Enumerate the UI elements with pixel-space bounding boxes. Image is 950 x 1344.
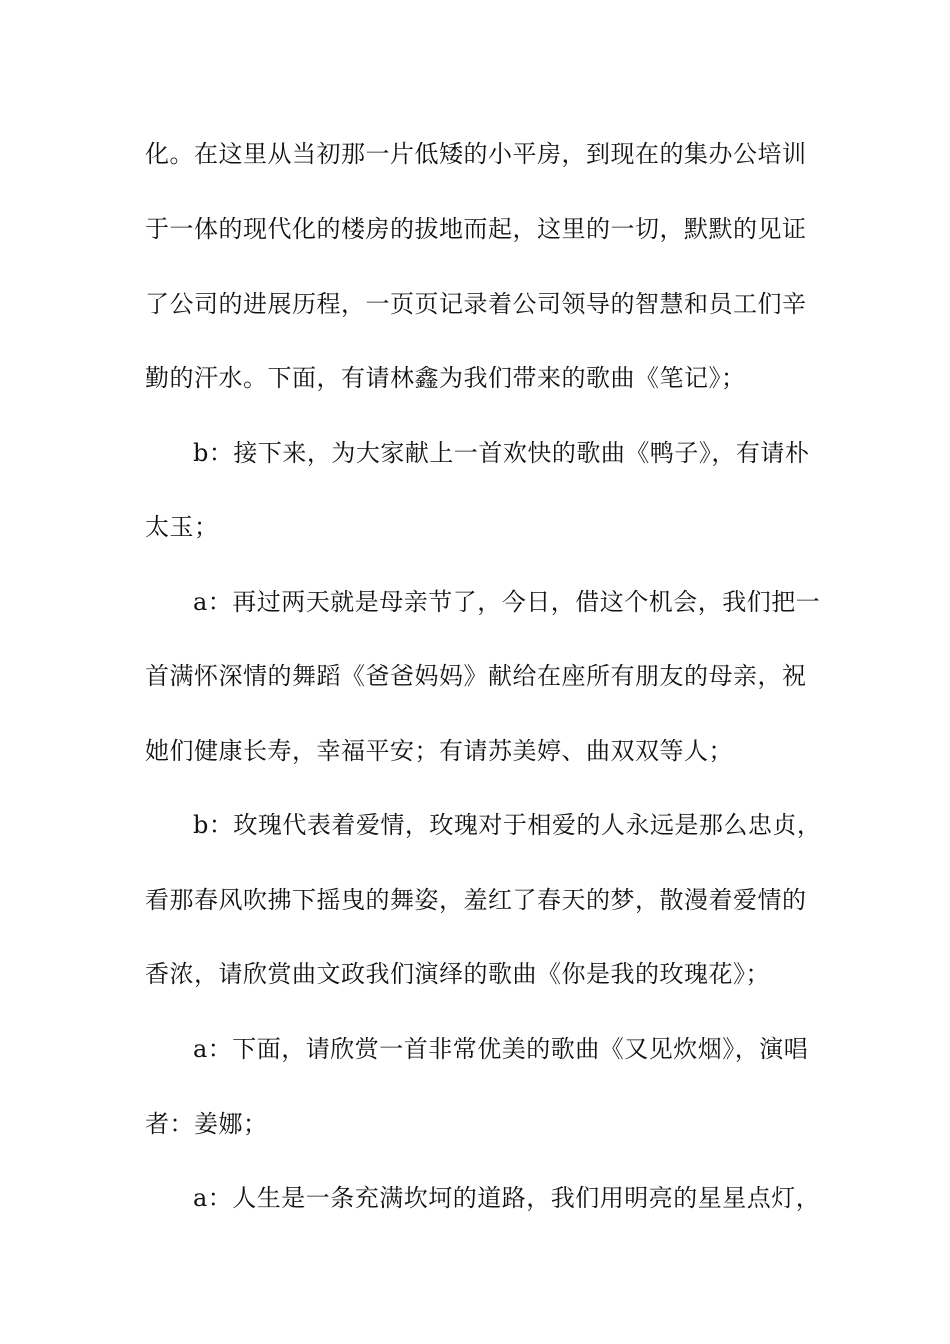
text-line: 首满怀深情的舞蹈《爸爸妈妈》献给在座所有朋友的母亲，祝 — [145, 662, 807, 690]
text-line: 她们健康长寿，幸福平安；有请苏美婷、曲双双等人； — [145, 737, 733, 765]
text-line: 了公司的进展历程，一页页记录着公司领导的智慧和员工们辛 — [145, 290, 807, 318]
text-line: b：接下来，为大家献上一首欢快的歌曲《鸭子》，有请朴 — [193, 439, 810, 467]
text-line: a：下面，请欣赏一首非常优美的歌曲《又见炊烟》，演唱 — [193, 1035, 809, 1063]
text-line: a：人生是一条充满坎坷的道路，我们用明亮的星星点灯， — [193, 1184, 821, 1212]
text-line: 者：姜娜； — [145, 1110, 268, 1138]
text-line: 于一体的现代化的楼房的拔地而起，这里的一切，默默的见证 — [145, 215, 807, 243]
text-line: 香浓，请欣赏曲文政我们演绎的歌曲《你是我的玫瑰花》； — [145, 960, 770, 988]
text-line: b：玫瑰代表着爱情，玫瑰对于相爱的人永远是那么忠贞， — [193, 811, 822, 839]
text-line: 看那春风吹拂下摇曳的舞姿，羞红了春天的梦，散漫着爱情的 — [145, 886, 807, 914]
text-line: a：再过两天就是母亲节了，今日，借这个机会，我们把一 — [193, 588, 821, 616]
text-line: 化。在这里从当初那一片低矮的小平房，到现在的集办公培训 — [145, 140, 807, 168]
text-line: 勤的汗水。下面，有请林鑫为我们带来的歌曲《笔记》； — [145, 364, 746, 392]
text-line: 太玉； — [145, 513, 219, 541]
